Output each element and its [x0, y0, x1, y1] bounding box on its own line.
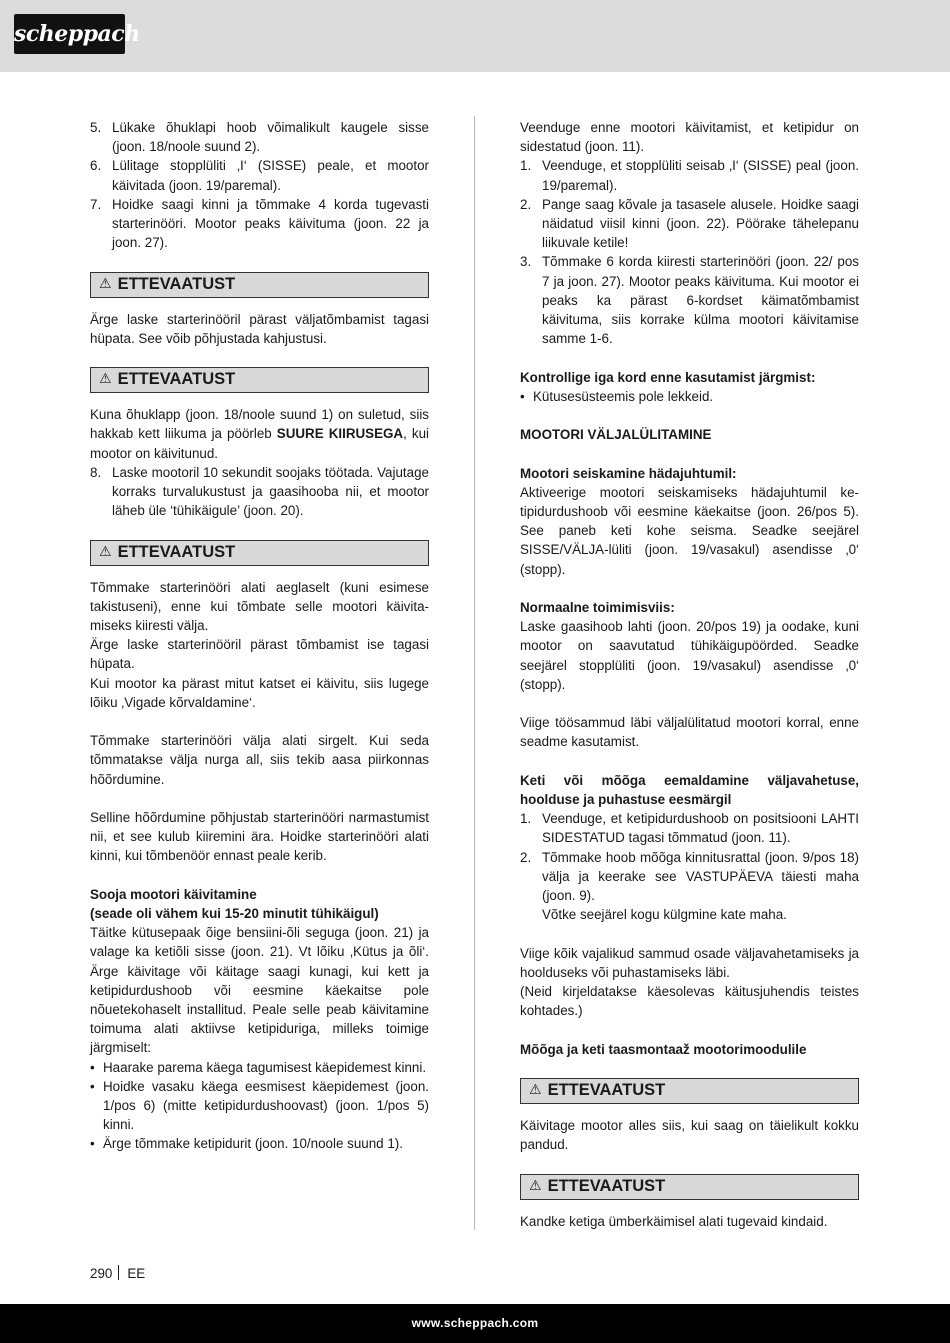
paragraph: Käivitage mootor alles siis, kui saag on täielikult kokku pandud.: [520, 1118, 859, 1153]
paragraph: Ärge laske starterinööril pärast väljatõmbamist tagasi hüpata. See võib põhjustada kahjustusi.: [90, 311, 429, 346]
footer-separator: [118, 1265, 119, 1280]
warning-triangle-icon: ⚠: [529, 1176, 542, 1193]
list-item: 7. Hoidke saagi kinni ja tõmmake 4 korda tugevasti starterinööri. Mootor peaks käivituma (joon. 22 ja joon. 27).: [90, 196, 429, 251]
paragraph: Kuna õhuklapp (joon. 18/noole suund 1) on suletud, siis hakkab kett liikuma ja pöörleb SUURE KIIRUSEGA, kui mootor on käivitunud.: [90, 407, 429, 461]
page-number: 290: [90, 1266, 113, 1281]
steps-list-5-7: [90, 118, 429, 252]
section-heading: Normaalne toimimisviis:: [520, 600, 675, 616]
warning-box: ⚠ ETTEVAATUST: [520, 1174, 859, 1200]
paragraph: Veenduge enne mootori käivitamist, et ketipidur on sidestatud (joon. 11).: [520, 120, 859, 155]
bullet-list: [520, 387, 859, 406]
warning-triangle-icon: ⚠: [99, 370, 112, 387]
steps-list-1-3: [520, 156, 859, 348]
paragraph: Ärge laske starterinööril pärast tõmbamist ise tagasi hüpata.: [90, 637, 429, 672]
paragraph: Täitke kütusepaak õige bensiini-õli seguga (joon. 21) ja valage ka ketiõli sisse (joon. 21). Vt lõiku ‚Kütus ja õli‘. Ärge käivitage või käitage saagi kunagi, kui kett ja ketipidurdushoob või eesmine käekaitse pole nõuetekohaselt installitud. Peale selle peab käivitamine toimuma alati aktiivse ketipiduriga, milleks toimige järgmiselt:: [90, 925, 429, 1056]
left-column: [90, 118, 429, 1154]
page-footer: [90, 1264, 145, 1283]
list-item: • Ärge tõmmake ketipidurit (joon. 10/noole suund 1).: [90, 1136, 403, 1152]
list-item: 2. Pange saag kõvale ja tasasele alusele. Hoidke saagi näidatud viisil kinni (joon. 22). Pöörake tähelepanu liikuvale ketile!: [520, 196, 859, 251]
bullet-list: [90, 1058, 429, 1154]
paragraph: Aktiveerige mootori seiskamiseks hädajuhtumil ketipidurdushoob või eesmine käekaitse (joon. 26/pos 5). See paneb keti kohe seisma. Seadke seejärel SISSE/VÄLJA-lüliti (joon. 19/vasakul) asendisse ‚0‘ (stopp).: [520, 484, 859, 577]
language-code: EE: [127, 1266, 146, 1281]
warning-box: ⚠ ETTEVAATUST: [520, 1078, 859, 1104]
paragraph: Viige kõik vajalikud sammud osade väljavahetamiseks ja hoolduseks või puhastamiseks läbi.: [520, 945, 859, 980]
list-item: • Kütusesüsteemis pole lekkeid.: [520, 388, 714, 404]
paragraph: Kandke ketiga ümberkäimisel alati tugevaid kindaid.: [520, 1213, 828, 1229]
paragraph: Tõmmake starterinööri alati aeglaselt (kuni esimese takistuseni), enne kui tõmbate selle mootori käivitamiseks kiiresti välja.: [90, 579, 429, 634]
list-item: 3. Tõmmake 6 korda kiiresti starterinööri (joon. 22/ pos 7 ja joon. 27). Mootor peaks käivituma. Kui mootor ei peaks ka pärast 6-kordset käimatõmbamist käivituma, siis korrake külma mootori käivitamise samme 1-6.: [520, 254, 859, 347]
warning-box: ⚠ ETTEVAATUST: [90, 272, 429, 298]
list-item: 1. Veenduge, et ketipidurdushoob on positsiooni LAHTI SIDESTATUD tagasi tõmmatud (joon. 11).: [520, 811, 859, 846]
list-item: • Haarake parema käega tagumisest käepidemest kinni.: [90, 1059, 427, 1075]
list-item: 5. Lükake õhuklapi hoob võimalikult kaugele sisse (joon. 18/noole suund 2).: [90, 120, 429, 155]
footer-bar: [0, 1304, 950, 1343]
warning-triangle-icon: ⚠: [529, 1081, 542, 1098]
section-heading: Mõõga ja keti taasmontaaž mootorimoodulile: [520, 1041, 807, 1057]
scheppach-logo: scheppach: [14, 14, 125, 54]
section-heading: Mootori seiskamine hädajuhtumil:: [520, 465, 737, 481]
list-item: 6. Lülitage stopplüliti ‚I‘ (SISSE) peale, et mootor käivitada (joon. 19/paremal).: [90, 158, 429, 193]
warning-box: ⚠ ETTEVAATUST: [90, 540, 429, 566]
paragraph: Viige töösammud läbi väljalülitatud mootori korral, enne seadme kasutamist.: [520, 715, 859, 750]
warning-triangle-icon: ⚠: [99, 274, 112, 291]
paragraph: Selline hõõrdumine põhjustab starterinööri narmastumist nii, et see kulub kiiremini ära. Hoidke starterinööri alati kinni, kui tõmbenöör ennast peale kerib.: [90, 810, 429, 864]
warning-triangle-icon: ⚠: [99, 542, 112, 559]
section-heading: Keti või mõõga eemaldamine väljavahetuse, hoolduse ja puhastuse eesmärgil: [520, 772, 859, 808]
paragraph: (Neid kirjeldatakse käesolevas käitusjuhendis teistes kohtades.): [520, 984, 859, 1019]
section-subheading: (seade oli vähem kui 15-20 minutit tühikäigul): [90, 906, 379, 922]
paragraph: Laske gaasihoob lahti (joon. 20/pos 19) ja oodake, kuni mootor on saavutatud tühikäigupöörded. Seadke seejärel stopplüliti (joon. 19/vasakul) asendisse ‚0‘ (stopp).: [520, 619, 859, 692]
header-bar: [0, 0, 950, 72]
section-heading: MOOTORI VÄLJALÜLITAMINE: [520, 427, 712, 443]
column-divider: [474, 116, 475, 1230]
section-heading: Kontrollige iga kord enne kasutamist järgmist:: [520, 369, 816, 385]
right-column: [520, 118, 859, 1231]
paragraph: Tõmmake starterinööri välja alati sirgelt. Kui seda tõmmatakse välja nurga all, siis tekib aasa piirkonnas hõõrdumine.: [90, 733, 429, 787]
website-link[interactable]: www.scheppach.com: [411, 1316, 539, 1330]
steps-list-8: [90, 463, 429, 521]
list-item: 8. Laske mootoril 10 sekundit soojaks töötada. Vajutage korraks turvalukustust ja gaasihooba nii, et mootor läheb üle ‘tühikäigule’ (joon. 20).: [90, 464, 429, 519]
paragraph: Kui mootor ka pärast mitut katset ei käivitu, siis lugege lõiku ‚Vigade kõrvaldamine‘.: [90, 675, 429, 710]
steps-list-removal: [520, 809, 859, 924]
warning-box: ⚠ ETTEVAATUST: [90, 367, 429, 393]
list-item: 2. Tõmmake hoob mõõga kinnitusrattal (joon. 9/pos 18) välja ja keerake see VASTUPÄEVA täiesti maha (joon. 9).: [520, 849, 859, 904]
list-item: • Hoidke vasaku käega eesmisest käepidemest (joon. 1/pos 6) (mitte ketipidurdushoovast) (joon. 1/pos 5) kinni.: [90, 1078, 429, 1133]
list-item-continuation: Võtke seejärel kogu külgmine kate maha.: [542, 907, 787, 923]
section-heading: Sooja mootori käivitamine: [90, 886, 257, 902]
list-item: 1. Veenduge, et stopplüliti seisab ‚I‘ (SISSE) peal (joon. 19/paremal).: [520, 158, 859, 193]
